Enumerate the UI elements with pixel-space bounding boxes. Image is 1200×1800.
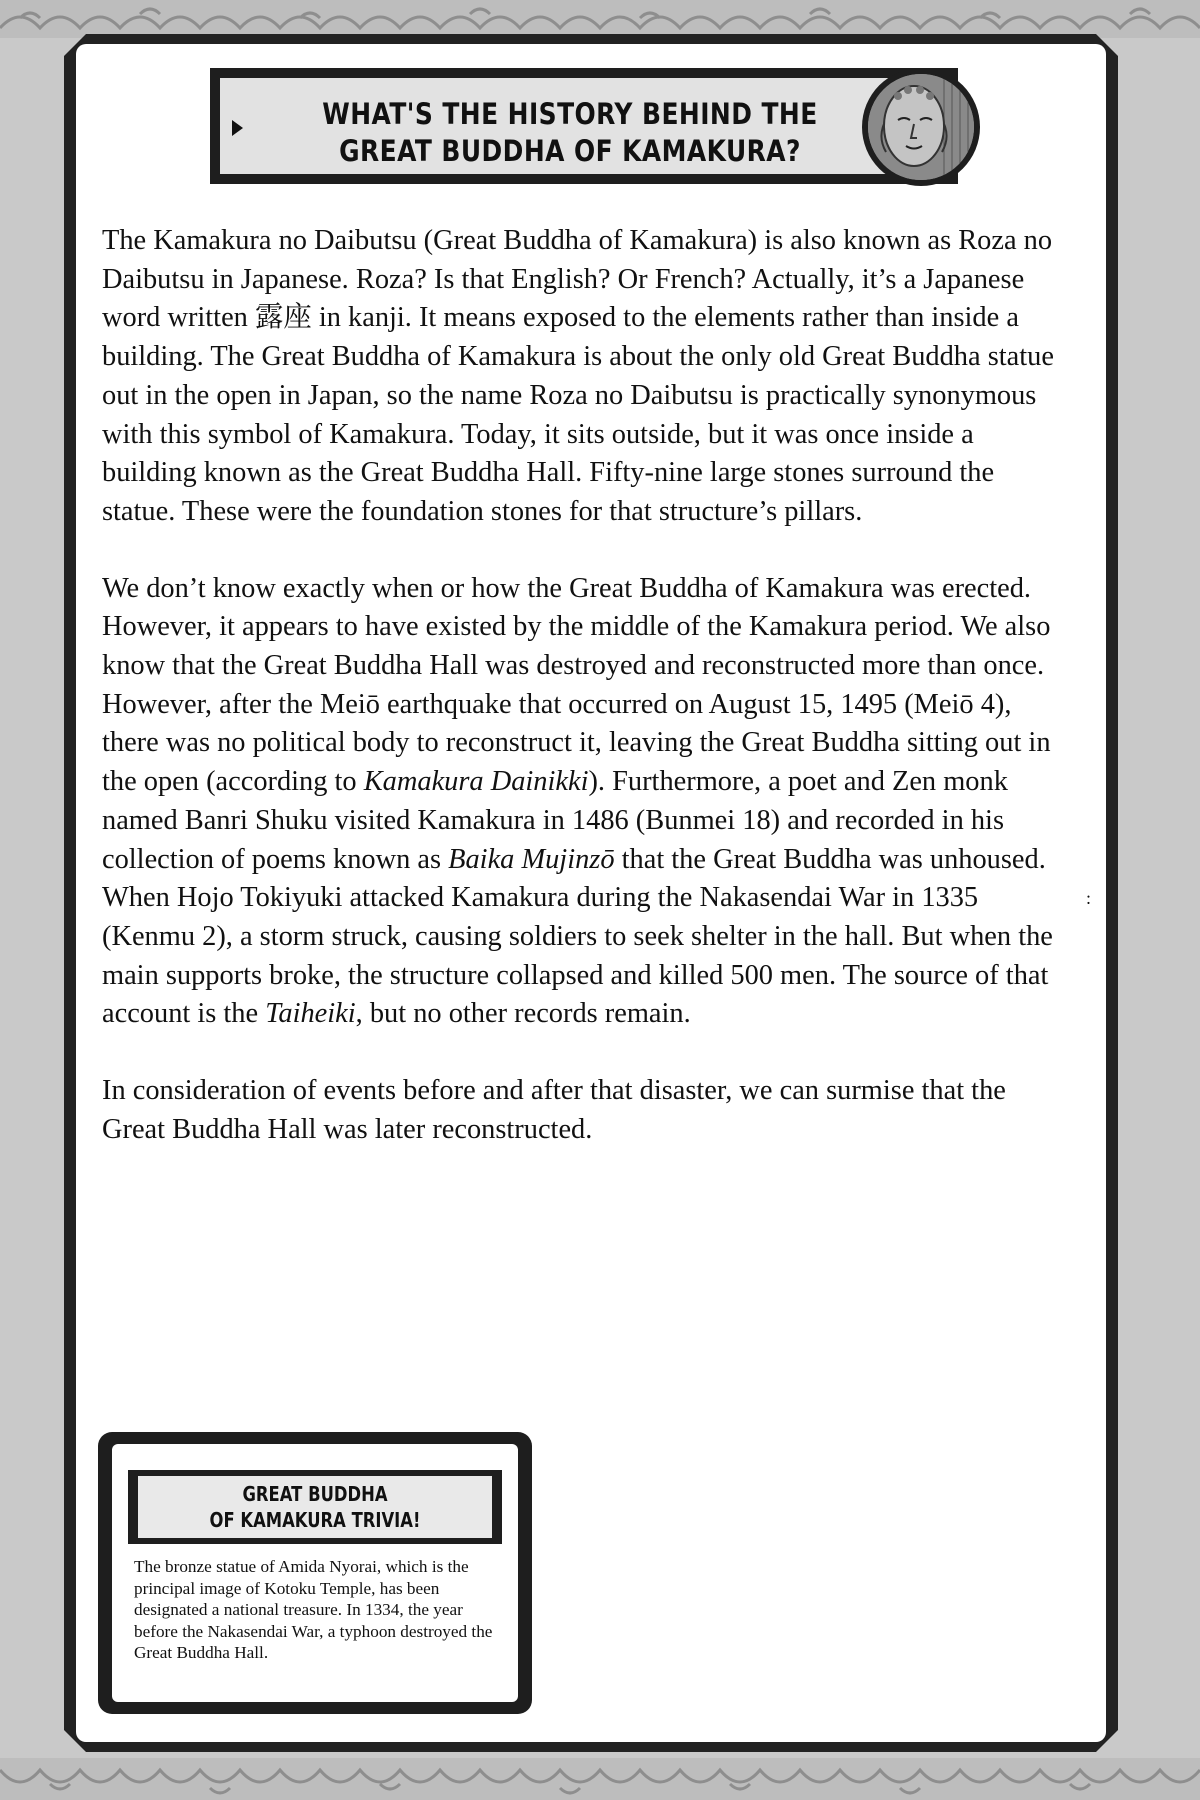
paragraph-3: In consideration of events before and after that disaster, we can surmise that the Great Buddha Hall was later reconstructed. — [102, 1075, 1006, 1145]
book-title-taiheiki: Taiheiki — [265, 998, 356, 1030]
paragraph-1: The Kamakura no Daibutsu (Great Buddha of Kamakura) is also known as Roza no Daibutsu in Japanese. Roza? Is that English? Or French? Actually, it’s a Japanese word written 露座 in kanji. It means exposed to the elements rather than inside a building. The Great Buddha of Kamakura is about the only old Great Buddha statue out in the open in Japan, so the name Roza no Daibutsu is practically synonymous with this symbol of Kamakura. Today, it sits outside, but it was once inside a building known as the Great Buddha Hall. Fifty-nine large stones surround the statue. These were the foundation stones for that structure’s pillars. — [102, 225, 1054, 527]
trivia-title-line-1: GREAT BUDDHA — [242, 1482, 388, 1506]
bottom-cloud-border — [0, 1758, 1200, 1800]
stray-mark: : — [1086, 888, 1092, 908]
trivia-header-inner — [138, 1476, 492, 1538]
book-title-baika-mujinzo: Baika Mujinzō — [448, 843, 615, 875]
page-title: WHAT'S THE HISTORY BEHIND THE GREAT BUDDHA OF KAMAKURA? — [322, 97, 818, 168]
header-banner — [210, 68, 958, 184]
top-cloud-border — [0, 0, 1200, 38]
trivia-box — [98, 1432, 532, 1714]
trivia-title — [170, 1481, 460, 1533]
trivia-title-line-2: OF KAMAKURA TRIVIA! — [209, 1508, 421, 1532]
play-arrow-icon — [232, 120, 243, 136]
paragraph-2-text-b: ). Furthermore, a poet and Zen monk named Banri Shuku visited Kamakura in 1486 (Bunmei 18) and recorded in his collection of poems known as — [102, 766, 1008, 875]
paragraph-2-text-c: that the Great Buddha was unhoused. When Hojo Tokiyuki attacked Kamakura during the Nakasendai War in 1335 (Kenmu 2), a storm struck, causing soldiers to seek shelter in the hall. But when the main supports broke, the structure collapsed and killed 500 men. The source of that account is the — [102, 843, 1053, 1030]
article-body — [102, 222, 1072, 1187]
trivia-inner — [112, 1444, 518, 1702]
trivia-text: The bronze statue of Amida Nyorai, which is the principal image of Kotoku Temple, has been designated a national treasure. In 1334, the year before the Nakasendai War, a typhoon destroyed the Great Buddha Hall. — [134, 1557, 493, 1663]
paragraph-2-text-d: , but no other records remain. — [355, 998, 691, 1030]
trivia-header — [128, 1470, 502, 1544]
banner-inner — [218, 76, 950, 176]
book-title-kamakura-dainikki: Kamakura Dainikki — [363, 766, 589, 798]
paragraph-2-text-a: We don’t know exactly when or how the Great Buddha of Kamakura was erected. However, it appears to have existed by the middle of the Kamakura period. We also know that the Great Buddha Hall was destroyed and reconstructed more than once. However, after the Meiō earthquake that occurred on August 15, 1495 (Meiō 4), there was no political body to reconstruct it, leaving the Great Buddha sitting out in the open (according to — [102, 572, 1051, 798]
paragraph-2 — [102, 570, 1072, 1034]
buddha-face-icon — [862, 68, 980, 186]
